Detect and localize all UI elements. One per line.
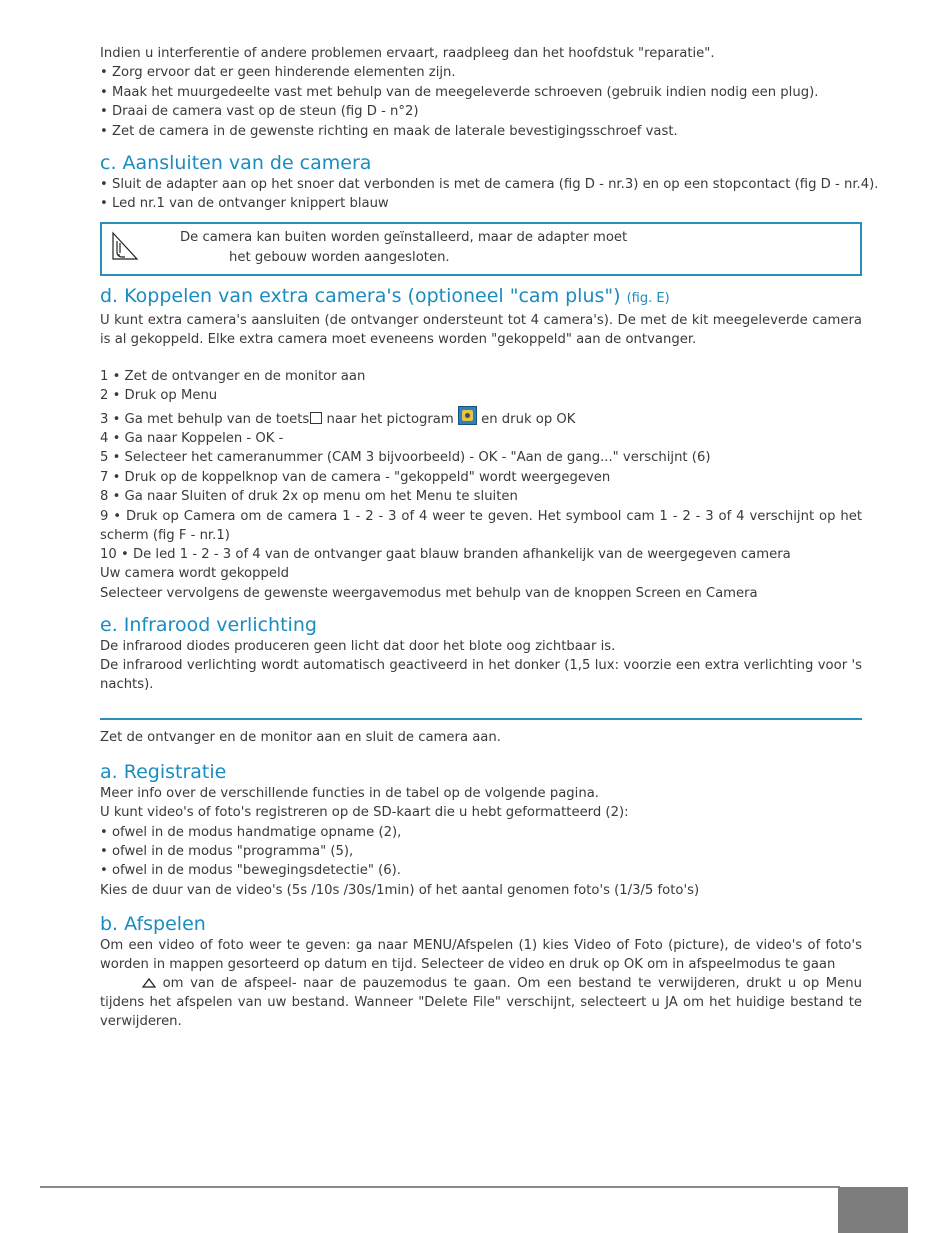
warning-hand-icon bbox=[110, 231, 140, 263]
page-content bbox=[100, 44, 879, 1031]
section-d-title-text: d. Koppelen van extra camera's (optioneel "cam plus") bbox=[100, 284, 621, 307]
step-9: 9 • Druk op Camera om de camera 1 - 2 - 3 of 4 weer te geven. Het symbool cam 1 - 2 - 3 of 4 verschijnt op het scherm (fig F - nr.1) bbox=[100, 508, 862, 543]
section-d-line-b: Selecteer vervolgens de gewenste weergavemodus met behulp van de knoppen Screen en Camera bbox=[100, 585, 758, 601]
warning-line-1: De camera kan buiten worden geïnstalleerd, maar de adapter moet bbox=[180, 229, 628, 245]
section-d-intro: U kunt extra camera's aansluiten (de ontvanger ondersteunt tot 4 camera's). De met de kit meegeleverde camera is al gekoppeld. Elke extra camera moet eveneens worden "gekoppeld" aan de ontvanger. bbox=[100, 312, 862, 347]
section-c-line: • Sluit de adapter aan op het snoer dat verbonden is met de camera (fig D - nr.3) en op een stopcontact (fig D - nr.4). bbox=[100, 177, 879, 193]
section-a-line: • ofwel in de modus "bewegingsdetectie" (6). bbox=[100, 863, 401, 879]
navigation-key-icon bbox=[310, 412, 322, 424]
step-7: 7 • Druk op de koppelknop van de camera - "gekoppeld" wordt weergegeven bbox=[100, 469, 611, 485]
footer-rule bbox=[40, 1186, 840, 1188]
section-c-line: • Led nr.1 van de ontvanger knippert blauw bbox=[100, 196, 389, 212]
section-a-line: Meer info over de verschillende functies in de tabel op de volgende pagina. bbox=[100, 785, 599, 801]
section-a-line: • ofwel in de modus handmatige opname (2), bbox=[100, 824, 402, 840]
section-a-title: a. Registratie bbox=[100, 760, 227, 783]
pairing-pictogram-icon bbox=[458, 406, 477, 425]
section-a-line: U kunt video's of foto's registreren op de SD-kaart die u hebt geformatteerd (2): bbox=[100, 805, 629, 821]
warning-box bbox=[100, 222, 862, 276]
step-2: 2 • Druk op Menu bbox=[100, 388, 218, 404]
step-3-part-c: en druk op OK bbox=[481, 411, 576, 427]
step-1: 1 • Zet de ontvanger en de monitor aan bbox=[100, 368, 366, 384]
step-3-part-b: naar het pictogram bbox=[326, 411, 454, 427]
intro-line: Indien u interferentie of andere problemen ervaart, raadpleeg dan het hoofdstuk "reparatie". bbox=[100, 46, 715, 61]
step-10: 10 • De led 1 - 2 - 3 of 4 van de ontvanger gaat blauw branden afhankelijk van de weergegeven camera bbox=[100, 546, 791, 562]
intro-bullet: • Zorg ervoor dat er geen hinderende elementen zijn. bbox=[100, 65, 456, 81]
section-e-line-1: De infrarood diodes produceren geen licht dat door het blote oog zichtbaar is. bbox=[100, 638, 616, 654]
intro-bullet: • Zet de camera in de gewenste richting en maak de laterale bevestigingsschroef vast. bbox=[100, 123, 678, 139]
step-4: 4 • Ga naar Koppelen - OK - bbox=[100, 431, 284, 447]
step-3-part-a: 3 • Ga met behulp van de toets bbox=[100, 411, 310, 427]
section-a-line: • ofwel in de modus "programma" (5), bbox=[100, 843, 354, 859]
section-c-title: c. Aansluiten van de camera bbox=[100, 152, 372, 175]
section-b-para-2 bbox=[100, 974, 862, 1031]
intro-bullet: • Maak het muurgedeelte vast met behulp van de meegeleverde schroeven (gebruik indien nodig een plug). bbox=[100, 84, 819, 100]
step-3 bbox=[100, 406, 862, 429]
section-b-para-1: Om een video of foto weer te geven: ga naar MENU/Afspelen (1) kies Video of Foto (picture), de video's of foto's worden in mappen gesorteerd op datum en tijd. Selecteer de video en druk op OK om in afspeelmodus te gaan bbox=[100, 938, 862, 973]
intro-bullet: • Draai de camera vast op de steun (fig D - n°2) bbox=[100, 104, 419, 120]
step-5: 5 • Selecteer het cameranummer (CAM 3 bijvoorbeeld) - OK - "Aan de gang..." verschijnt (6) bbox=[100, 450, 711, 466]
section-e-line-2: De infrarood verlichting wordt automatisch geactiveerd in het donker (1,5 lux: voorzie een extra verlichting voor 's nachts). bbox=[100, 658, 862, 693]
step-8: 8 • Ga naar Sluiten of druk 2x op menu om het Menu te sluiten bbox=[100, 489, 518, 505]
usage-line: Zet de ontvanger en de monitor aan en sluit de camera aan. bbox=[100, 730, 501, 746]
warning-text bbox=[180, 228, 627, 268]
section-d-line-a: Uw camera wordt gekoppeld bbox=[100, 566, 290, 582]
page-number-box bbox=[838, 1187, 908, 1233]
section-b-title: b. Afspelen bbox=[100, 913, 206, 936]
warning-line-2: het gebouw worden aangesloten. bbox=[229, 249, 450, 265]
section-a-line: Kies de duur van de video's (5s /10s /30s/1min) of het aantal genomen foto's (1/3/5 foto's) bbox=[100, 882, 700, 898]
section-e-title: e. Infrarood verlichting bbox=[100, 613, 317, 636]
section-b-para-2-text: om van de afspeel- naar de pauzemodus te gaan. Om een bestand te verwijderen, drukt u op Menu tijdens het afspelen van uw bestand. Wanneer "Delete File" verschijnt, selecteert u JA om het huidige bestand te verwijderen. bbox=[100, 976, 862, 1030]
play-triangle-icon bbox=[142, 978, 156, 988]
section-d-fig-ref: (fig. E) bbox=[626, 290, 670, 306]
section-d-title bbox=[100, 284, 862, 311]
